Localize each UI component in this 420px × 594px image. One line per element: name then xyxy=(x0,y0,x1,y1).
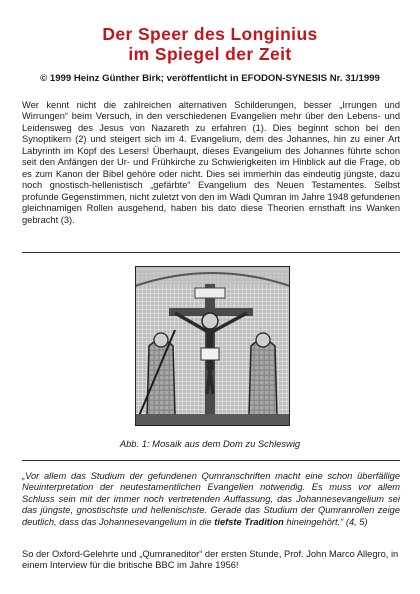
outro-paragraph: So der Oxford-Gelehrte und „Qumraneditor“ der ersten Stunde, Prof. John Marco Allegro, in einem Interview für die britische BBC im Jahre 1956! xyxy=(22,549,399,571)
top-divider xyxy=(22,252,400,253)
bottom-divider xyxy=(22,460,400,461)
quote-text-before: „Vor allem das Studium der gefundenen Qumranschriften macht eine schon überfällige Neuinterpretation der neutestamentlichen Evangelien notwendig. Es muss vor allem Schluss sein mit der immer noch vertretenden Auffassung, das Johannesevangelium sei das jüngste, gnostischste und hellenischste. Gerade das Studium der Qumranrollen zeige deutlich, dass das Johannesevangelium in die xyxy=(22,471,400,527)
crucifixion-mosaic-image xyxy=(135,266,290,426)
intro-paragraph: Wer kennt nicht die zahlreichen alternativen Schilderungen, besser „Irrungen und Wirrungen“ beim Versuch, in den verschiedenen Evangelien mehr über den Lebens- und Leidensweg des Jesus von Nazareth zu erfahren (1). Dies beginnt schon bei den Synoptikern (2) und steigert sich im 4. Evangelium, dem des Johannes, hin zu einer Art Labyrinth im Kopf des Lesers! Überhaupt, dieses Evangelium des Johannes führte schon seit den Anfängen der Ur- und Frühkirche zu Schwierigkeiten im Hinblick auf die Frage, ob es zum Kanon der Bibel gehöre oder nicht. Dies sei immerhin das eindeutig jüngste, dazu noch gnostisch-hellenistisch „gefärbte“ Evangelium des Neuen Testamentes. Selbst profunde Gegenstimmen, nicht zuletzt von den im Wadi Qumran im Jahre 1948 gefundenen gleichnamigen Rollen ausgehend, haben bis dato diese Theorien ernsthaft ins Wanken gebracht (3). xyxy=(22,100,400,225)
quote-emphasis: tiefste Tradition xyxy=(214,516,284,527)
mosaic-figure xyxy=(135,266,290,426)
title-line-2: im Spiegel der Zeit xyxy=(128,44,292,64)
title-line-1: Der Speer des Longinius xyxy=(102,24,318,44)
quote-paragraph xyxy=(22,471,400,528)
copyright-notice: © 1999 Heinz Günther Birk; veröffentlicht in EFODON-SYNESIS Nr. 31/1999 xyxy=(40,73,380,84)
quote-text-after: hineingehört.“ (4, 5) xyxy=(283,516,368,527)
figure-caption: Abb. 1: Mosaik aus dem Dom zu Schleswig xyxy=(119,438,301,449)
page-title xyxy=(0,24,420,64)
